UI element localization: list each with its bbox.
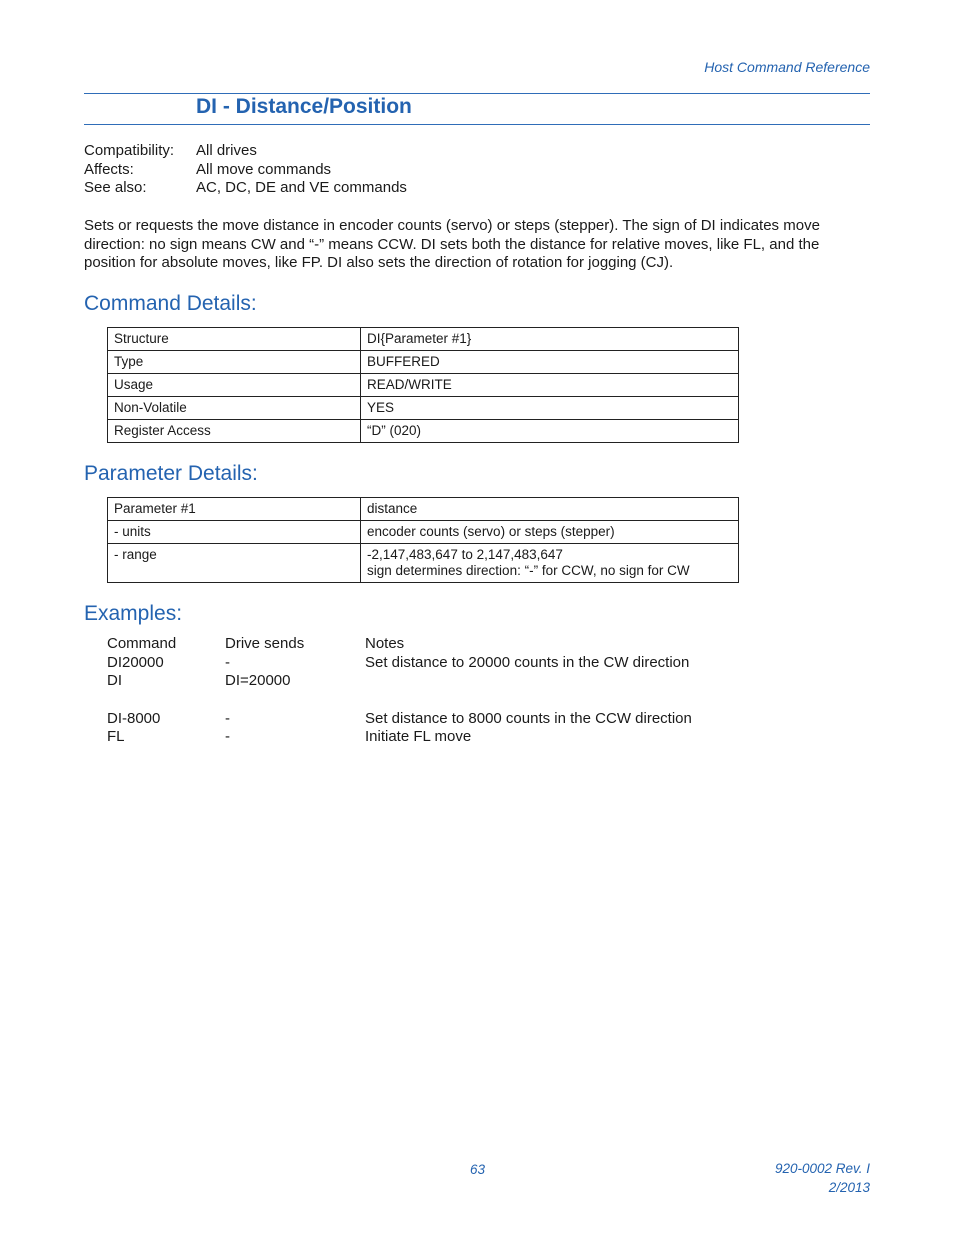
parameter-details-heading: Parameter Details: bbox=[84, 462, 258, 485]
table-key: Register Access bbox=[108, 420, 361, 443]
title-rule-top bbox=[84, 93, 870, 94]
table-key: - units bbox=[108, 521, 361, 544]
meta-value: All drives bbox=[196, 142, 257, 159]
table-key: Non-Volatile bbox=[108, 397, 361, 420]
column-header: Command bbox=[107, 635, 177, 652]
meta-row bbox=[84, 179, 407, 198]
table-row bbox=[108, 374, 739, 397]
meta-label: Compatibility: bbox=[84, 142, 175, 159]
examples-heading: Examples: bbox=[84, 602, 183, 625]
parameter-details-table bbox=[107, 497, 739, 583]
table-key: Usage bbox=[108, 374, 361, 397]
example-response: - bbox=[225, 709, 230, 727]
table-value: “D” (020) bbox=[361, 420, 739, 443]
doc-number: 920-0002 Rev. I bbox=[774, 1161, 870, 1176]
table-key: Structure bbox=[108, 328, 361, 351]
table-row bbox=[108, 498, 739, 521]
meta-block bbox=[84, 142, 407, 198]
table-value: READ/WRITE bbox=[361, 374, 739, 397]
table-key: - range bbox=[108, 544, 361, 583]
meta-row bbox=[84, 161, 407, 180]
example-gap bbox=[107, 691, 692, 710]
examples-block bbox=[107, 635, 692, 747]
table-key: Type bbox=[108, 351, 361, 374]
example-note: Set distance to 20000 counts in the CW direction bbox=[365, 653, 690, 671]
table-key: Parameter #1 bbox=[108, 498, 361, 521]
page-number: 63 bbox=[470, 1162, 486, 1177]
description: Sets or requests the move distance in encoder counts (servo) or steps (stepper). The sign of DI indicates move direction: no sign means CW and “-” means CCW. DI sets both the distance for relative moves, like FL, and the position for absolute moves, like FP. DI also sets the direction of rotation for jogging (CJ). bbox=[84, 217, 820, 271]
example-command: DI bbox=[107, 672, 122, 689]
page-title: DI - Distance/Position bbox=[196, 95, 412, 118]
doc-date: 2/2013 bbox=[828, 1180, 870, 1195]
table-value bbox=[361, 544, 739, 583]
meta-label: Affects: bbox=[84, 160, 134, 178]
command-details-table bbox=[107, 327, 739, 443]
example-command: DI20000 bbox=[107, 653, 164, 671]
meta-value: AC, DC, DE and VE commands bbox=[196, 179, 407, 196]
meta-label: See also: bbox=[84, 179, 147, 196]
title-rule-bottom bbox=[84, 124, 870, 125]
table-value: encoder counts (servo) or steps (stepper) bbox=[361, 521, 739, 544]
example-note: Set distance to 8000 counts in the CCW direction bbox=[365, 709, 692, 727]
table-value: BUFFERED bbox=[361, 351, 739, 374]
table-row bbox=[108, 351, 739, 374]
doc-info bbox=[775, 1159, 870, 1197]
command-details-heading: Command Details: bbox=[84, 292, 257, 315]
example-note: Initiate FL move bbox=[365, 728, 472, 745]
table-row bbox=[108, 328, 739, 351]
range-value: -2,147,483,647 to 2,147,483,647 bbox=[367, 547, 563, 562]
column-header: Drive sends bbox=[225, 635, 305, 652]
table-row bbox=[108, 397, 739, 420]
table-row bbox=[108, 521, 739, 544]
table-value: distance bbox=[361, 498, 739, 521]
example-row bbox=[107, 728, 692, 747]
example-command: DI-8000 bbox=[107, 709, 161, 727]
table-value: YES bbox=[361, 397, 739, 420]
example-response: - bbox=[225, 653, 230, 671]
example-row bbox=[107, 654, 692, 673]
table-row bbox=[108, 544, 739, 583]
example-row bbox=[107, 710, 692, 729]
example-response: DI=20000 bbox=[225, 672, 291, 689]
table-value: DI{Parameter #1} bbox=[361, 328, 739, 351]
example-command: FL bbox=[107, 728, 125, 745]
meta-value: All move commands bbox=[196, 160, 332, 178]
examples-header-row bbox=[107, 635, 692, 654]
range-note: sign determines direction: “-” for CCW, no sign for CW bbox=[367, 563, 690, 578]
meta-row bbox=[84, 142, 407, 161]
running-header: Host Command Reference bbox=[704, 59, 870, 75]
example-row bbox=[107, 672, 692, 691]
example-response: - bbox=[225, 728, 230, 745]
column-header: Notes bbox=[365, 635, 405, 652]
table-row bbox=[108, 420, 739, 443]
